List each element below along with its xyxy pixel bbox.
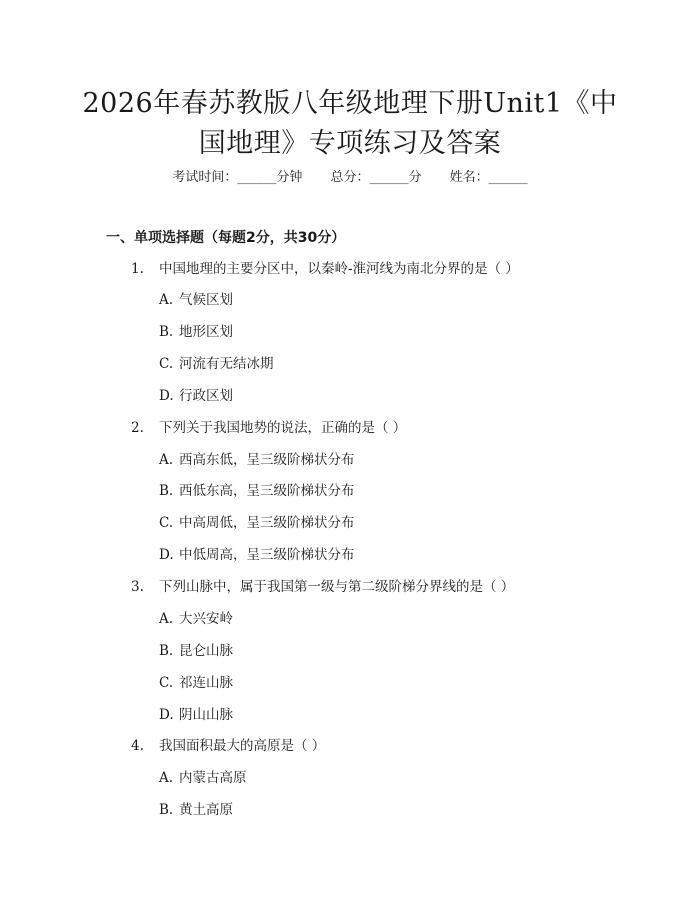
question-3 <box>131 577 514 597</box>
option-text: 中高周低，呈三级阶梯状分布 <box>179 515 355 531</box>
question-number: 2. <box>131 420 144 436</box>
question-2 <box>131 418 406 438</box>
question-1-option-b <box>159 322 233 342</box>
option-letter: C. <box>159 356 174 372</box>
option-letter: C. <box>159 515 174 531</box>
option-text: 西低东高，呈三级阶梯状分布 <box>179 483 355 499</box>
question-number: 3. <box>131 579 144 595</box>
question-3-option-b <box>159 641 233 661</box>
question-2-option-d <box>159 545 355 565</box>
question-1-option-c <box>159 354 274 374</box>
option-text: 河流有无结冰期 <box>179 356 274 372</box>
question-4 <box>131 736 325 756</box>
option-letter: A. <box>159 452 174 468</box>
question-3-option-a <box>159 609 233 629</box>
option-text: 地形区划 <box>179 324 233 340</box>
option-letter: B. <box>159 643 174 659</box>
total-score-field: 总分：______分 <box>330 170 422 185</box>
exam-time-field: 考试时间：______分钟 <box>172 170 303 185</box>
question-2-option-b <box>159 481 355 501</box>
section-heading: 一、单项选择题（每题2分，共30分） <box>106 230 346 246</box>
question-text: 下列山脉中，属于我国第一级与第二级阶梯分界线的是（ ） <box>159 579 515 595</box>
option-letter: B. <box>159 483 174 499</box>
option-text: 黄土高原 <box>179 802 233 818</box>
option-text: 阴山山脉 <box>179 707 233 723</box>
question-text: 下列关于我国地势的说法，正确的是（ ） <box>159 420 407 436</box>
option-text: 内蒙古高原 <box>179 770 247 786</box>
option-letter: D. <box>159 547 174 563</box>
title-line-2: 国地理》专项练习及答案 <box>198 128 502 159</box>
question-4-option-b <box>159 800 233 820</box>
question-3-option-d <box>159 705 233 725</box>
option-letter: C. <box>159 675 174 691</box>
option-text: 气候区划 <box>179 292 233 308</box>
option-text: 昆仑山脉 <box>179 643 233 659</box>
option-text: 中低周高，呈三级阶梯状分布 <box>179 547 355 563</box>
title-line-1: 2026年春苏教版八年级地理下册Unit1《中 <box>82 88 618 119</box>
question-text: 我国面积最大的高原是（ ） <box>159 738 326 754</box>
option-letter: D. <box>159 707 174 723</box>
question-1 <box>131 259 519 279</box>
student-name-field: 姓名：______ <box>449 170 528 185</box>
exam-meta <box>0 168 700 188</box>
option-text: 西高东低，呈三级阶梯状分布 <box>179 452 355 468</box>
question-3-option-c <box>159 673 233 693</box>
option-letter: B. <box>159 324 174 340</box>
option-letter: A. <box>159 292 174 308</box>
question-4-option-a <box>159 768 247 788</box>
question-1-option-a <box>159 290 233 310</box>
option-letter: D. <box>159 388 174 404</box>
option-text: 行政区划 <box>179 388 233 404</box>
option-letter: B. <box>159 802 174 818</box>
question-number: 1. <box>131 261 144 277</box>
question-2-option-c <box>159 513 355 533</box>
page-title <box>80 84 620 164</box>
option-letter: A. <box>159 770 174 786</box>
question-number: 4. <box>131 738 144 754</box>
question-1-option-d <box>159 386 233 406</box>
question-2-option-a <box>159 450 355 470</box>
option-letter: A. <box>159 611 174 627</box>
question-text: 中国地理的主要分区中，以秦岭-淮河线为南北分界的是（ ） <box>159 261 519 277</box>
option-text: 祁连山脉 <box>179 675 233 691</box>
option-text: 大兴安岭 <box>179 611 233 627</box>
